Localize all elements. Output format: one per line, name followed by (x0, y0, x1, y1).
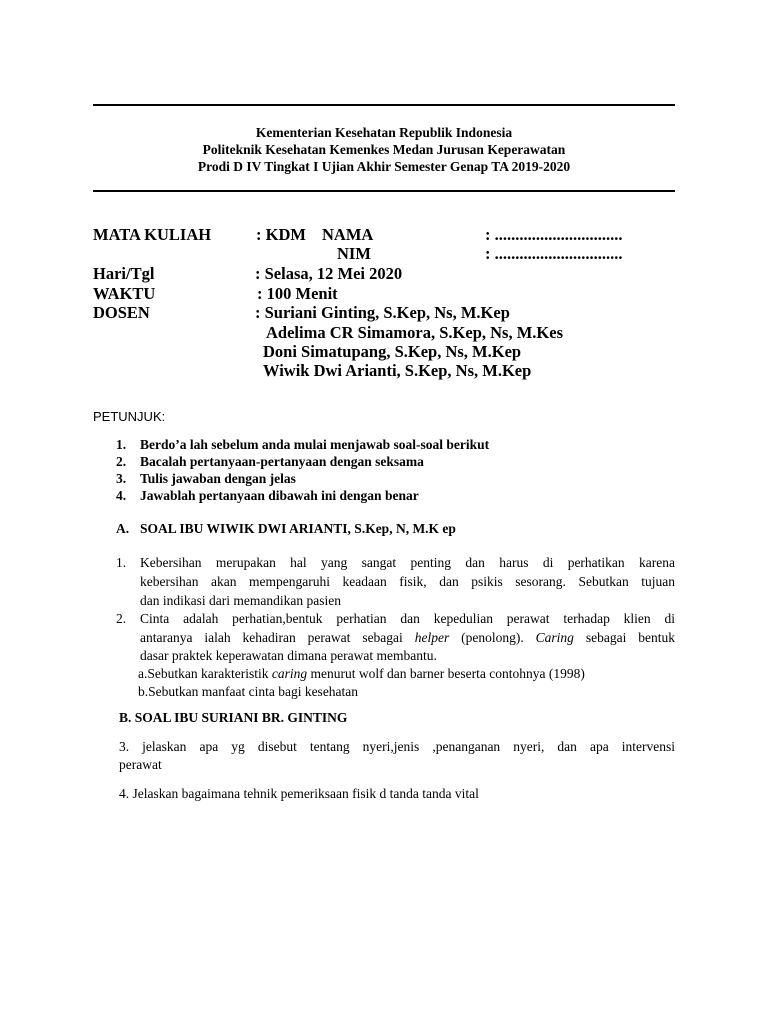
dosen-2: Adelima CR Simamora, S.Kep, Ns, M.Kes (266, 323, 563, 342)
instruction-text: Jawablah pertanyaan dibawah ini dengan benar (140, 488, 419, 503)
sub-a-post: menurut wolf dan barner beserta contohnya (1998) (310, 666, 585, 681)
question-2-num: 2. (116, 611, 127, 626)
instruction-num: 3. (116, 471, 127, 486)
instruction-num: 4. (116, 488, 127, 503)
sub-a-pre: a.Sebutkan karakteristik (138, 666, 269, 681)
section-b-title: B. SOAL IBU SURIANI BR. GINTING (119, 710, 348, 725)
waktu-value: : 100 Menit (257, 284, 338, 303)
header-ministry: Kementerian Kesehatan Republik Indonesia (255, 125, 513, 140)
nama-value: : ............................... (485, 225, 623, 244)
nama-label: NAMA (322, 225, 374, 244)
dosen-3: Doni Simatupang, S.Kep, Ns, M.Kep (263, 342, 522, 361)
instruction-text: Tulis jawaban dengan jelas (140, 471, 296, 486)
mata-kuliah-value: : KDM (256, 225, 306, 244)
hari-value: : Selasa, 12 Mei 2020 (255, 264, 403, 283)
question-2-sub-b: b.Sebutkan manfaat cinta bagi kesehatan (138, 684, 359, 699)
section-a-marker: A. (116, 521, 130, 536)
dosen-label: DOSEN (93, 303, 150, 322)
question-2-line-1: Cinta adalah perhatian,bentuk perhatian dan kepedulian perawat terhadap klien di (140, 611, 675, 626)
header-program: Prodi D IV Tingkat I Ujian Akhir Semester Genap TA 2019-2020 (197, 159, 571, 174)
mata-kuliah-label: MATA KULIAH (93, 225, 212, 244)
petunjuk-title: PETUNJUK: (93, 409, 166, 424)
instruction-text: Berdo’a lah sebelum anda mulai menjawab soal-soal berikut (140, 437, 490, 452)
question-1-num: 1. (116, 555, 127, 570)
section-a-title: SOAL IBU WIWIK DWI ARIANTI, S.Kep, N, M.K ep (140, 521, 456, 536)
header-bottom-rule (93, 190, 675, 192)
question-4: 4. Jelaskan bagaimana tehnik pemeriksaan fisik d tanda tanda vital (119, 786, 479, 801)
q2-text-a: antaranya ialah kehadiran perawat sebagai (140, 630, 403, 645)
question-2-line-3: dasar praktek keperawatan dimana perawat membantu. (140, 648, 437, 663)
question-1-line-1: Kebersihan merupakan hal yang sangat penting dan harus di perhatikan karena (140, 555, 675, 570)
waktu-label: WAKTU (93, 284, 156, 303)
hari-label: Hari/Tgl (93, 264, 155, 283)
question-1-line-2: kebersihan akan mempengaruhi keadaan fisik, dan psikis sesorang. Sebutkan tujuan (140, 574, 675, 589)
question-3-line-2: perawat (119, 757, 162, 772)
dosen-4: Wiwik Dwi Arianti, S.Kep, Ns, M.Kep (263, 361, 532, 380)
instruction-text: Bacalah pertanyaan-pertanyaan dengan seksama (140, 454, 424, 469)
question-2-sub-a (138, 664, 585, 683)
q2-text-b: (penolong). (461, 630, 524, 645)
instruction-num: 2. (116, 454, 127, 469)
q2-helper-italic: helper (414, 630, 450, 645)
nim-label: NIM (337, 244, 371, 263)
question-2-line-2 (140, 628, 675, 647)
question-3-line-1: 3. jelaskan apa yg disebut tentang nyeri,jenis ,penanganan nyeri, dan apa intervensi (119, 739, 675, 754)
instruction-num: 1. (116, 437, 127, 452)
header-institution: Politeknik Kesehatan Kemenkes Medan Jurusan Keperawatan (202, 142, 566, 157)
nim-value: : ............................... (485, 244, 623, 263)
dosen-1: : Suriani Ginting, S.Kep, Ns, M.Kep (255, 303, 510, 322)
question-1-line-3: dan indikasi dari memandikan pasien (140, 593, 341, 608)
sub-a-caring-italic: caring (271, 666, 308, 681)
q2-text-c: sebagai bentuk (585, 630, 676, 645)
q2-caring-italic: Caring (535, 630, 574, 645)
top-rule (93, 104, 675, 106)
